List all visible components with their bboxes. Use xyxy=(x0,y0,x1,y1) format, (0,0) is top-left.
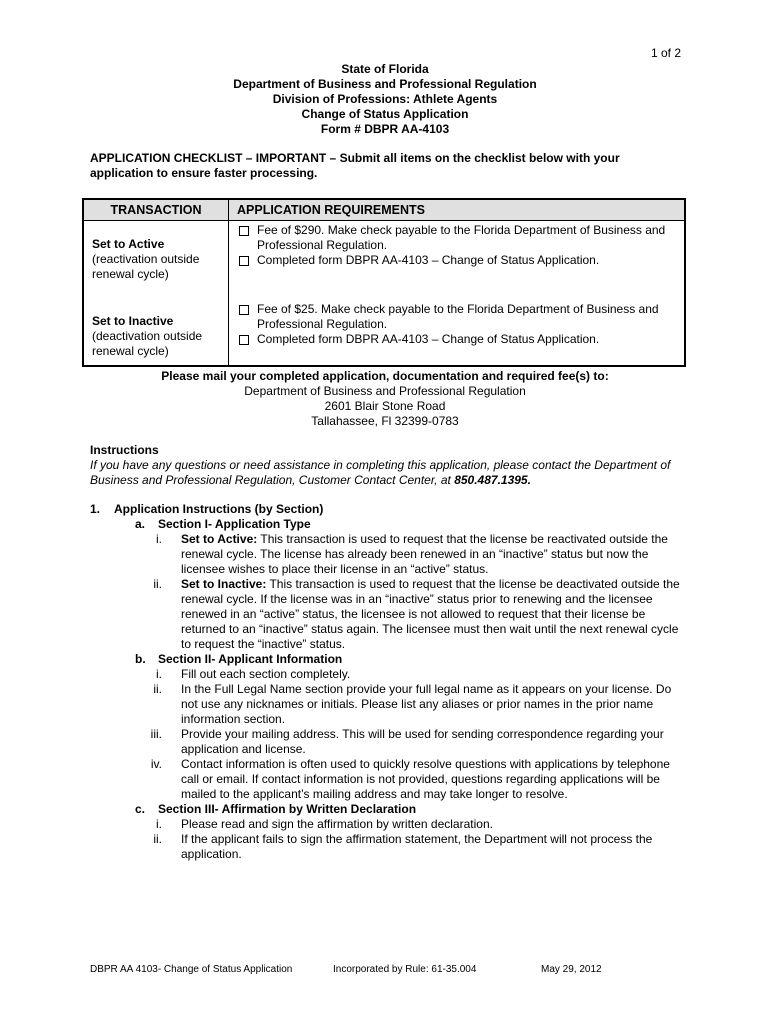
list-item xyxy=(237,302,680,332)
requirement-text: Fee of $290. Make check payable to the Florida Department of Business and Professional Regulation. xyxy=(257,223,666,252)
list-roman: i. xyxy=(156,667,162,681)
instructions-body: If you have any questions or need assistance in completing this application, please contact the Department of Business and Professional Regulation, Customer Contact Center, at xyxy=(90,458,671,487)
application-instructions xyxy=(90,502,690,862)
transaction-column-header: TRANSACTION xyxy=(83,199,229,221)
header-form-number: Form # DBPR AA-4103 xyxy=(320,122,450,136)
header-state: State of Florida xyxy=(341,62,429,76)
mailing-address-line: Tallahassee, Fl 32399-0783 xyxy=(311,414,459,428)
contact-phone: 850.487.1395. xyxy=(454,473,531,487)
list-item xyxy=(237,223,680,253)
item-text: In the Full Legal Name section provide your full legal name as it appears on your license. Do not use any nicknames or initials. Please list any aliases or prior names in the prior name information section. xyxy=(181,682,672,726)
item-text: If the applicant fails to sign the affirmation statement, the Department will not process the application. xyxy=(181,832,653,861)
mailing-title: Please mail your completed application, documentation and required fee(s) to: xyxy=(161,369,609,383)
list-roman: ii. xyxy=(153,682,162,696)
transaction-description: (reactivation outside renewal cycle) xyxy=(92,252,200,281)
footer-date: May 29, 2012 xyxy=(541,964,602,975)
section-title: Application Instructions (by Section) xyxy=(114,502,324,516)
document-header xyxy=(0,62,770,137)
list-item xyxy=(90,667,690,682)
list-item xyxy=(90,577,690,652)
page-number: 1 of 2 xyxy=(650,46,681,60)
list-item xyxy=(237,253,680,268)
requirements-column-header: APPLICATION REQUIREMENTS xyxy=(229,199,686,221)
table-header-row xyxy=(83,199,685,221)
item-text: This transaction is used to request that the license be reactivated outside the renewal cycle. The license has already been renewed in an “inactive” status but now the licensee wishes to place their license in an “active” status. xyxy=(181,532,668,576)
item-text: Contact information is often used to quickly resolve questions with applications by telephone call or email. If contact information is not provided, questions regarding applications will be mailed to the applicant’s mailing address and may take longer to resolve. xyxy=(181,757,670,801)
subsection-heading xyxy=(90,802,690,817)
mailing-address-line: 2601 Blair Stone Road xyxy=(324,399,446,413)
list-letter: c. xyxy=(135,802,146,816)
subsection-title: Section III- Affirmation by Written Declaration xyxy=(158,802,417,816)
list-letter: a. xyxy=(135,517,146,531)
item-text: Provide your mailing address. This will be used for sending correspondence regarding your application and license. xyxy=(181,727,664,756)
mailing-address-line: Department of Business and Professional Regulation xyxy=(244,384,526,398)
list-letter: b. xyxy=(135,652,146,666)
transaction-cell xyxy=(83,221,229,289)
requirement-text: Completed form DBPR AA-4103 – Change of Status Application. xyxy=(257,332,600,346)
item-term: Set to Inactive: xyxy=(181,577,267,591)
transaction-cell xyxy=(83,288,229,366)
transaction-name: Set to Inactive xyxy=(92,314,174,328)
footer-form-name: DBPR AA 4103- Change of Status Application xyxy=(90,964,293,975)
list-item xyxy=(237,332,680,347)
requirements-cell xyxy=(229,221,686,289)
instructions-heading: Instructions xyxy=(90,443,159,457)
mailing-block xyxy=(0,369,770,429)
list-item xyxy=(90,757,690,802)
table-row xyxy=(83,221,685,289)
subsection-title: Section I- Application Type xyxy=(158,517,311,531)
table-row xyxy=(83,288,685,366)
checkbox-icon xyxy=(239,335,249,345)
list-roman: i. xyxy=(156,817,162,831)
subsection-title: Section II- Applicant Information xyxy=(158,652,343,666)
section-heading xyxy=(90,502,690,517)
requirements-cell xyxy=(229,288,686,366)
transaction-description: (deactivation outside renewal cycle) xyxy=(92,329,203,358)
checkbox-icon xyxy=(239,226,249,236)
list-item xyxy=(90,727,690,757)
subsection-heading xyxy=(90,652,690,667)
transaction-name: Set to Active xyxy=(92,237,165,251)
list-roman: ii. xyxy=(153,577,162,591)
list-item xyxy=(90,532,690,577)
item-text: This transaction is used to request that the license be deactivated outside the renewal cycle. If the license was in an “inactive” status prior to renewing and the licensee renewed in an “active” status, the licensee is not allowed to request that their license be returned to an “inactive” status again. The licensee must then wait until the next renewal cycle to request the “inactive” status. xyxy=(181,577,680,651)
instructions-text xyxy=(90,458,690,488)
header-division: Division of Professions: Athlete Agents xyxy=(272,92,498,106)
item-text: Fill out each section completely. xyxy=(181,667,351,681)
instructions-block xyxy=(90,443,690,488)
list-item xyxy=(90,832,690,862)
list-roman: i. xyxy=(156,532,162,546)
header-department: Department of Business and Professional Regulation xyxy=(233,77,537,91)
checkbox-icon xyxy=(239,256,249,266)
subsection-heading xyxy=(90,517,690,532)
checklist-notice: APPLICATION CHECKLIST – IMPORTANT – Submit all items on the checklist below with your application to ensure faster processing. xyxy=(90,151,620,180)
footer-rule: Incorporated by Rule: 61-35.004 xyxy=(333,964,477,975)
requirement-text: Completed form DBPR AA-4103 – Change of Status Application. xyxy=(257,253,600,267)
list-item xyxy=(90,817,690,832)
item-term: Set to Active: xyxy=(181,532,258,546)
checkbox-icon xyxy=(239,305,249,315)
item-text: Please read and sign the affirmation by written declaration. xyxy=(181,817,493,831)
list-roman: ii. xyxy=(153,832,162,846)
list-roman: iii. xyxy=(150,727,162,741)
list-item xyxy=(90,682,690,727)
header-form-title: Change of Status Application xyxy=(301,107,469,121)
list-roman: iv. xyxy=(150,757,162,771)
requirement-text: Fee of $25. Make check payable to the Florida Department of Business and Professional Regulation. xyxy=(257,302,659,331)
requirements-table xyxy=(82,198,686,367)
list-number: 1. xyxy=(90,502,101,516)
